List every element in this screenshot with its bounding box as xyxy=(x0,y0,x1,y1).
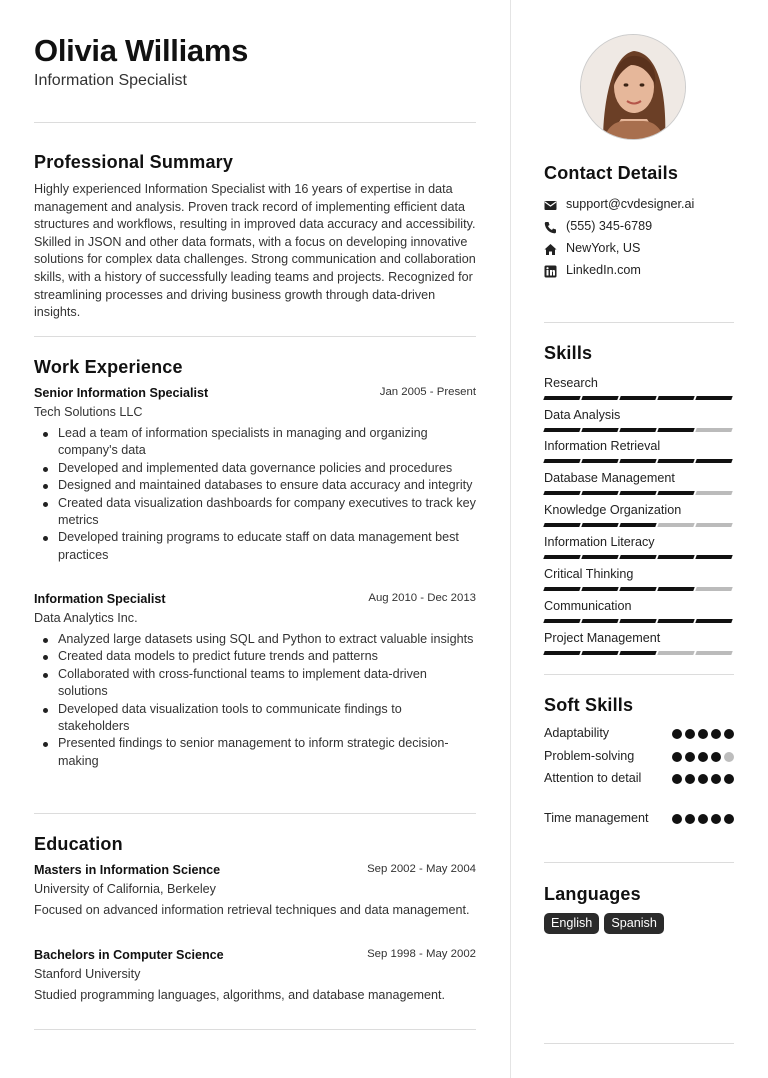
contact-email[interactable] xyxy=(544,197,734,215)
skill-level-segment xyxy=(657,428,694,432)
header-divider xyxy=(34,122,476,123)
skill-label: Critical Thinking xyxy=(544,567,634,581)
rating-dot xyxy=(698,729,708,739)
skill-level-segment xyxy=(581,523,618,527)
rating-dot xyxy=(711,774,721,784)
contact-phone[interactable] xyxy=(544,219,734,237)
education-dates: Sep 1998 - May 2002 xyxy=(367,948,476,960)
profile-photo xyxy=(580,34,686,140)
rating-dot xyxy=(711,814,721,824)
summary-heading: Professional Summary xyxy=(34,152,234,172)
skill-level-segment xyxy=(581,459,618,463)
education-description: Focused on advanced information retrieval techniques and data management. xyxy=(34,903,470,917)
skill-level-segment xyxy=(695,555,732,559)
skill-level-segment xyxy=(619,491,656,495)
linkedin-text: LinkedIn.com xyxy=(566,263,641,277)
skill-level-segment xyxy=(581,428,618,432)
skill-level-segment xyxy=(695,396,732,400)
skill-level-bar xyxy=(544,459,734,463)
skill-level-segment xyxy=(543,651,580,655)
skill-level-segment xyxy=(581,491,618,495)
skill-item xyxy=(544,566,734,591)
skill-level-segment xyxy=(543,555,580,559)
soft-skill-label: Adaptability xyxy=(544,726,610,740)
job-bullet: Created data visualization dashboards for company executives to track key metrics xyxy=(58,495,476,530)
rating-dot xyxy=(724,752,734,762)
skill-level-segment xyxy=(543,523,580,527)
job-bullet: Created data models to predict future trends and patterns xyxy=(58,648,476,665)
skill-level-segment xyxy=(543,491,580,495)
education-entry xyxy=(34,863,476,920)
skill-level-segment xyxy=(695,587,732,591)
rating-dot xyxy=(724,774,734,784)
skill-level-segment xyxy=(581,555,618,559)
soft-skill-label: Attention to detail xyxy=(544,771,642,785)
job-entry xyxy=(34,386,476,564)
education-entry xyxy=(34,948,476,1005)
skill-level-segment xyxy=(695,619,732,623)
rating-dot xyxy=(672,814,682,824)
home-icon xyxy=(544,243,557,256)
rating-dot xyxy=(685,752,695,762)
skill-level-segment xyxy=(543,459,580,463)
skill-item xyxy=(544,534,734,559)
rating-dot xyxy=(711,729,721,739)
job-company: Tech Solutions LLC xyxy=(34,405,143,419)
skill-level-segment xyxy=(581,619,618,623)
soft-skill-rating xyxy=(672,774,734,784)
contact-divider xyxy=(544,322,734,323)
skill-level-segment xyxy=(619,396,656,400)
rating-dot xyxy=(685,774,695,784)
candidate-title: Information Specialist xyxy=(34,72,187,89)
job-company: Data Analytics Inc. xyxy=(34,611,138,625)
rating-dot xyxy=(685,814,695,824)
rating-dot xyxy=(672,752,682,762)
email-text: support@cvdesigner.ai xyxy=(566,197,695,211)
phone-icon xyxy=(544,221,557,234)
skill-level-segment xyxy=(619,619,656,623)
skill-item xyxy=(544,407,734,432)
language-tag: Spanish xyxy=(604,913,664,934)
rating-dot xyxy=(672,774,682,784)
skill-level-bar xyxy=(544,651,734,655)
skill-label: Research xyxy=(544,376,598,390)
skills-heading: Skills xyxy=(544,343,593,363)
soft-skill-rating xyxy=(672,729,734,739)
skill-item xyxy=(544,598,734,623)
skill-label: Project Management xyxy=(544,631,661,645)
rating-dot xyxy=(711,752,721,762)
skill-label: Data Analysis xyxy=(544,408,621,422)
skill-level-segment xyxy=(657,555,694,559)
skill-level-segment xyxy=(657,587,694,591)
skill-level-segment xyxy=(543,587,580,591)
skill-level-segment xyxy=(581,587,618,591)
job-bullet: Developed and implemented data governance policies and procedures xyxy=(58,460,476,477)
skill-level-segment xyxy=(581,651,618,655)
soft-skill-rating xyxy=(672,752,734,762)
skill-item xyxy=(544,630,734,655)
skill-label: Database Management xyxy=(544,471,675,485)
soft-skill-label: Time management xyxy=(544,811,649,825)
job-bullets xyxy=(34,425,476,564)
job-role: Information Specialist xyxy=(34,592,166,606)
skill-level-bar xyxy=(544,491,734,495)
rating-dot xyxy=(698,752,708,762)
skill-level-segment xyxy=(619,459,656,463)
job-entry xyxy=(34,592,476,770)
job-bullet: Developed data visualization tools to communicate findings to stakeholders xyxy=(58,701,476,736)
languages-list xyxy=(544,913,664,934)
skill-level-segment xyxy=(619,523,656,527)
skill-level-segment xyxy=(657,523,694,527)
contact-heading: Contact Details xyxy=(544,163,679,183)
contact-linkedin[interactable] xyxy=(544,263,734,281)
languages-heading: Languages xyxy=(544,884,641,904)
candidate-name: Olivia Williams xyxy=(34,33,249,68)
skill-label: Communication xyxy=(544,599,632,613)
job-bullet: Lead a team of information specialists in managing and organizing company's data xyxy=(58,425,476,460)
soft-skill-rating xyxy=(672,814,734,824)
skill-level-bar xyxy=(544,396,734,400)
education-heading: Education xyxy=(34,834,123,854)
school: Stanford University xyxy=(34,967,141,981)
soft-skills-heading: Soft Skills xyxy=(544,695,634,715)
experience-heading: Work Experience xyxy=(34,357,183,377)
job-bullet: Analyzed large datasets using SQL and Python to extract valuable insights xyxy=(58,631,476,648)
skill-label: Information Retrieval xyxy=(544,439,661,453)
skill-level-segment xyxy=(619,555,656,559)
skill-level-segment xyxy=(657,619,694,623)
summary-divider xyxy=(34,336,476,337)
job-bullet: Designed and maintained databases to ensure data accuracy and integrity xyxy=(58,477,476,494)
skill-level-segment xyxy=(543,396,580,400)
job-bullet: Developed training programs to educate staff on data management best practices xyxy=(58,529,476,564)
skill-item xyxy=(544,375,734,400)
education-dates: Sep 2002 - May 2004 xyxy=(367,863,476,875)
column-divider xyxy=(510,0,511,1078)
skill-level-segment xyxy=(695,651,732,655)
skill-level-segment xyxy=(695,491,732,495)
contact-location xyxy=(544,241,734,259)
skill-level-segment xyxy=(657,651,694,655)
languages-divider xyxy=(544,1043,734,1044)
job-dates: Jan 2005 - Present xyxy=(379,386,476,398)
education-description: Studied programming languages, algorithms, and database management. xyxy=(34,988,445,1002)
location-text: NewYork, US xyxy=(566,241,641,255)
skill-level-bar xyxy=(544,619,734,623)
rating-dot xyxy=(698,814,708,824)
skill-level-segment xyxy=(657,459,694,463)
linkedin-icon xyxy=(544,265,557,278)
skill-level-segment xyxy=(657,396,694,400)
degree: Bachelors in Computer Science xyxy=(34,948,224,962)
skill-level-segment xyxy=(695,428,732,432)
job-dates: Aug 2010 - Dec 2013 xyxy=(368,592,476,604)
rating-dot xyxy=(672,729,682,739)
skill-level-bar xyxy=(544,555,734,559)
skill-level-segment xyxy=(581,396,618,400)
skill-label: Information Literacy xyxy=(544,535,655,549)
rating-dot xyxy=(698,774,708,784)
rating-dot xyxy=(685,729,695,739)
skill-label: Knowledge Organization xyxy=(544,503,682,517)
degree: Masters in Information Science xyxy=(34,863,221,877)
phone-text: (555) 345-6789 xyxy=(566,219,653,233)
experience-divider xyxy=(34,813,476,814)
soft-skills-divider xyxy=(544,862,734,863)
job-bullet: Collaborated with cross-functional teams to implement data-driven solutions xyxy=(58,666,476,701)
skill-level-segment xyxy=(619,428,656,432)
job-bullet: Presented findings to senior management to inform strategic decision-making xyxy=(58,735,476,770)
summary-text: Highly experienced Information Specialist with 16 years of expertise in data management and analysis. Proven track record of implementing efficient data structures and workflows, resulting in improved data accuracy and accessibility. Skilled in JSON and other data formats, with a focus on developing innovative solutions for complex data challenges. Strong communication and collaboration skills, with a history of successfully leading teams and projects. Recognized for streamlining processes and driving business growth through data-driven insights. xyxy=(34,182,476,320)
school: University of California, Berkeley xyxy=(34,882,216,896)
skill-level-segment xyxy=(619,587,656,591)
skill-level-bar xyxy=(544,587,734,591)
skill-level-bar xyxy=(544,428,734,432)
skill-item xyxy=(544,502,734,527)
skill-item xyxy=(544,470,734,495)
education-divider xyxy=(34,1029,476,1030)
skills-divider xyxy=(544,674,734,675)
envelope-icon xyxy=(544,199,557,212)
skill-level-segment xyxy=(543,619,580,623)
skill-item xyxy=(544,438,734,463)
skill-level-segment xyxy=(657,491,694,495)
skill-level-segment xyxy=(695,523,732,527)
rating-dot xyxy=(724,814,734,824)
job-bullets xyxy=(34,631,476,770)
skill-level-segment xyxy=(695,459,732,463)
job-role: Senior Information Specialist xyxy=(34,386,209,400)
rating-dot xyxy=(724,729,734,739)
skill-level-segment xyxy=(619,651,656,655)
soft-skill-label: Problem-solving xyxy=(544,749,635,763)
skill-level-segment xyxy=(543,428,580,432)
language-tag: English xyxy=(544,913,599,934)
skill-level-bar xyxy=(544,523,734,527)
